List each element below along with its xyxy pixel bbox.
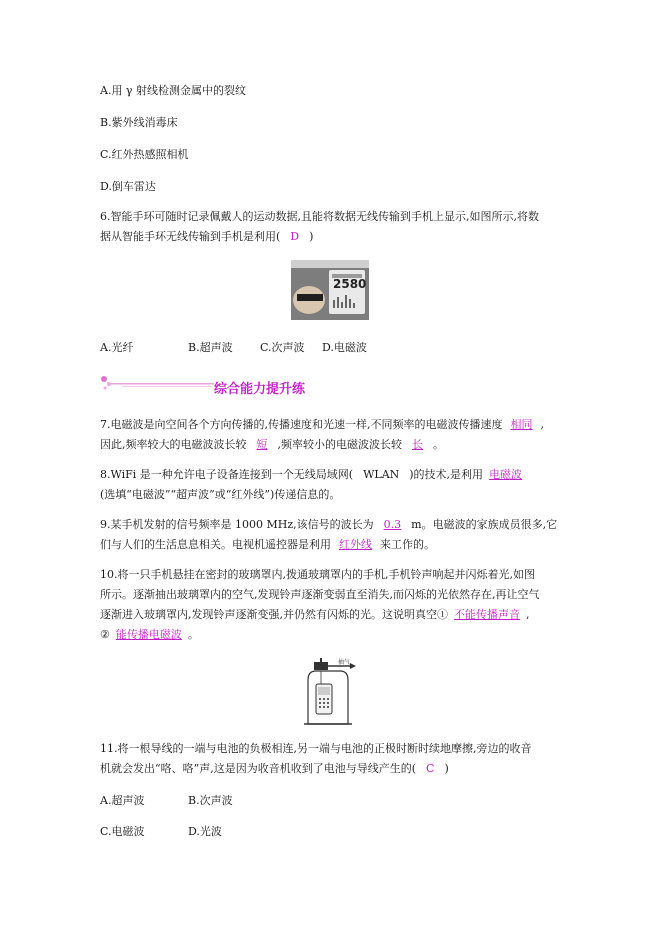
q6-paren-close: )	[309, 230, 314, 243]
q6-option-d: D.电磁波	[322, 341, 367, 354]
q7-stem-1: 7.电磁波是向空间各个方向传播的,传播速度和光速一样,不同频率的电磁波传播速度	[100, 418, 503, 431]
q8-wlan: WLAN	[363, 468, 400, 481]
q6-options	[100, 341, 367, 355]
q11-option-a: A.超声波	[100, 794, 145, 807]
q10-period: 。	[187, 628, 199, 641]
q10-answer-2: 能传播电磁波	[115, 628, 182, 641]
phone-step-display: 2580	[333, 277, 367, 291]
q8-line1	[100, 468, 528, 482]
q11-line2	[100, 762, 449, 776]
pump-label: 抽气	[338, 659, 351, 666]
q9-stem-2: m。电磁波的家族成员很多,它	[411, 518, 558, 531]
q10-circled-2: ②	[100, 628, 110, 641]
q8-answer: 电磁波	[489, 468, 523, 481]
q11-option-c: C.电磁波	[100, 825, 145, 838]
q9-line2	[100, 538, 435, 552]
q7-line2	[100, 438, 444, 452]
q7-stem-2: 因此,频率较大的电磁波波长较	[100, 438, 247, 451]
q6-option-a: A.光纤	[100, 341, 134, 354]
section-banner-decoration	[100, 374, 216, 394]
q5-option-c: C.红外热感照相机	[100, 148, 189, 161]
smart-band-photo	[291, 260, 369, 320]
q10-answer-1: 不能传播声音	[454, 608, 520, 621]
q11-answer: C	[426, 762, 435, 775]
q11-options-row2	[100, 825, 222, 839]
q6-option-b: B.超声波	[188, 341, 233, 354]
q8-stem-2: )的技术,是利用	[409, 468, 484, 481]
q11-stem: 机就会发出“咯、咯”声,这是因为收音机收到了电池与导线产生的(	[100, 762, 417, 775]
q10-stem-1: 逐渐进入玻璃罩内,发现铃声逐渐变强,并仍然有闪烁的光。这说明真空①	[100, 608, 448, 621]
q7-answer-2: 短	[256, 438, 268, 451]
q7-answer-1: 相同	[510, 418, 533, 431]
q9-stem-1: 9.某手机发射的信号频率是 1000 MHz,该信号的波长为	[100, 518, 374, 531]
q7-answer-3: 长	[412, 438, 423, 451]
q7-stem-3: ,频率较小的电磁波波长较	[277, 438, 402, 451]
q11-options-row1	[100, 794, 233, 808]
q5-option-b: B.紫外线消毒床	[100, 116, 178, 129]
q9-answer-2: 红外线	[339, 538, 372, 551]
q7-line1	[100, 418, 544, 432]
q8-line2: (选填“电磁波”“超声波”或“红外线”)传递信息的。	[100, 488, 341, 501]
q6-text-line1: 6.智能手环可随时记录佩戴人的运动数据,且能将数据无线传输到手机上显示,如图所示,将数	[100, 210, 539, 223]
q11-paren-close: )	[444, 762, 449, 775]
q7-comma: ,	[540, 418, 544, 431]
q8-stem-1: 8.WiFi 是一种允许电子设备连接到一个无线局域网(	[100, 468, 354, 481]
q9-stem-3: 们与人们的生活息息相关。电视机遥控器是利用	[100, 538, 331, 551]
q6-text-line2	[100, 230, 313, 244]
q5-option-d: D.倒车雷达	[100, 180, 156, 193]
q6-stem: 据从智能手环无线传输到手机是利用(	[100, 230, 281, 243]
q10-line3	[100, 608, 530, 622]
q6-answer: D	[290, 230, 300, 243]
q11-line1: 11.将一根导线的一端与电池的负极相连,另一端与电池的正极时断时续地摩擦,旁边的收音	[100, 742, 532, 755]
bell-jar-figure	[300, 658, 360, 726]
q10-comma: ,	[526, 608, 530, 621]
q11-option-d: D.光波	[188, 825, 222, 838]
q10-line4	[100, 628, 199, 642]
q9-answer-1: 0.3	[383, 518, 402, 531]
q6-option-c: C.次声波	[260, 341, 305, 354]
q7-period: 。	[433, 438, 444, 451]
q10-line1: 10.将一只手机悬挂在密封的玻璃罩内,拨通玻璃罩内的手机,手机铃声响起并闪烁着光,如图	[100, 568, 535, 581]
bell-jar-illustration	[300, 658, 360, 726]
q5-option-a: A.用 γ 射线检测金属中的裂纹	[100, 84, 247, 97]
q9-stem-4: 来工作的。	[380, 538, 435, 551]
q11-option-b: B.次声波	[188, 794, 233, 807]
section-title: 综合能力提升练	[214, 382, 306, 397]
q10-line2: 所示。逐渐抽出玻璃罩内的空气,发现铃声逐渐变弱直至消失,而闪烁的光依然存在,再让空气	[100, 588, 540, 601]
q9-line1	[100, 518, 557, 532]
